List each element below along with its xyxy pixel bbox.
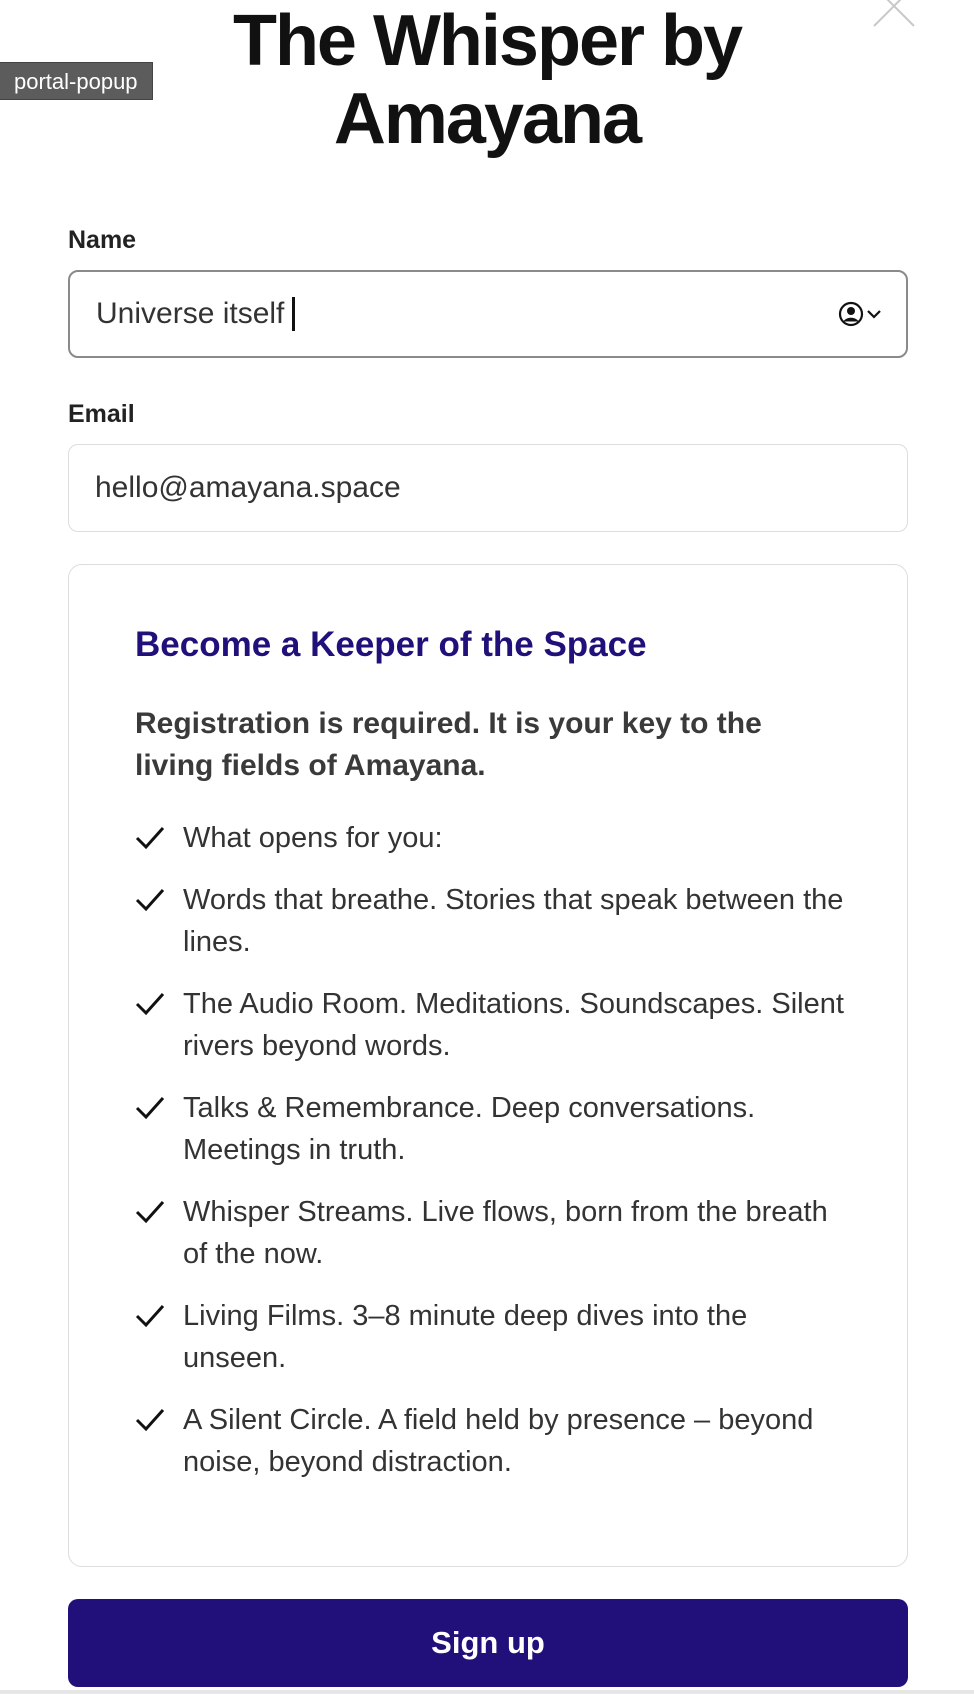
- list-item: [135, 879, 847, 963]
- benefit-text: What opens for you:: [183, 822, 443, 854]
- signup-button[interactable]: Sign up: [68, 1599, 908, 1687]
- benefit-text: Talks & Remembrance. Deep conversations. Meetings in truth.: [183, 1092, 756, 1166]
- benefits-title: Become a Keeper of the Space: [135, 625, 647, 664]
- list-item: [135, 817, 847, 859]
- checkmark-icon: [135, 879, 169, 921]
- page-title-text: The Whisper by Amayana: [232, 1, 742, 159]
- checkmark-icon: [135, 817, 169, 859]
- close-icon: [868, 0, 920, 32]
- email-input-value: hello@amayana.space: [95, 471, 401, 504]
- list-item: [135, 1295, 847, 1379]
- email-input-value-wrap: [95, 471, 883, 505]
- list-item: [135, 1399, 847, 1483]
- benefit-text: Whisper Streams. Live flows, born from the breath of the now.: [183, 1196, 828, 1270]
- email-label: Email: [68, 400, 135, 428]
- contact-autofill-icon[interactable]: [838, 301, 882, 327]
- checkmark-icon: [135, 1295, 169, 1337]
- email-input[interactable]: [68, 444, 908, 532]
- checkmark-icon: [135, 1087, 169, 1129]
- name-input-value: Universe itself: [96, 297, 285, 330]
- benefit-text: The Audio Room. Meditations. Soundscapes. Silent rivers beyond words.: [183, 988, 844, 1062]
- benefits-intro: Registration is required. It is your key to the living fields of Amayana.: [135, 707, 762, 782]
- chevron-down-icon: [866, 308, 882, 320]
- close-button[interactable]: [868, 0, 920, 32]
- list-item: [135, 1191, 847, 1275]
- list-item: [135, 983, 847, 1067]
- bottom-edge-divider: [0, 1690, 974, 1694]
- name-input[interactable]: [68, 270, 908, 358]
- name-input-value-wrap: [96, 297, 838, 331]
- benefit-list: [135, 817, 847, 1483]
- checkmark-icon: [135, 1399, 169, 1441]
- checkmark-icon: [135, 983, 169, 1025]
- portal-popup-tag: portal-popup: [0, 62, 153, 100]
- benefit-text: A Silent Circle. A field held by presence – beyond noise, beyond distraction.: [183, 1404, 814, 1478]
- checkmark-icon: [135, 1191, 169, 1233]
- user-circle-icon: [838, 301, 864, 327]
- list-item: [135, 1087, 847, 1171]
- benefit-text: Words that breathe. Stories that speak between the lines.: [183, 884, 844, 958]
- benefits-card: [68, 564, 908, 1567]
- name-label: Name: [68, 226, 137, 254]
- text-caret: [292, 297, 295, 331]
- benefit-text: Living Films. 3–8 minute deep dives into the unseen.: [183, 1300, 748, 1374]
